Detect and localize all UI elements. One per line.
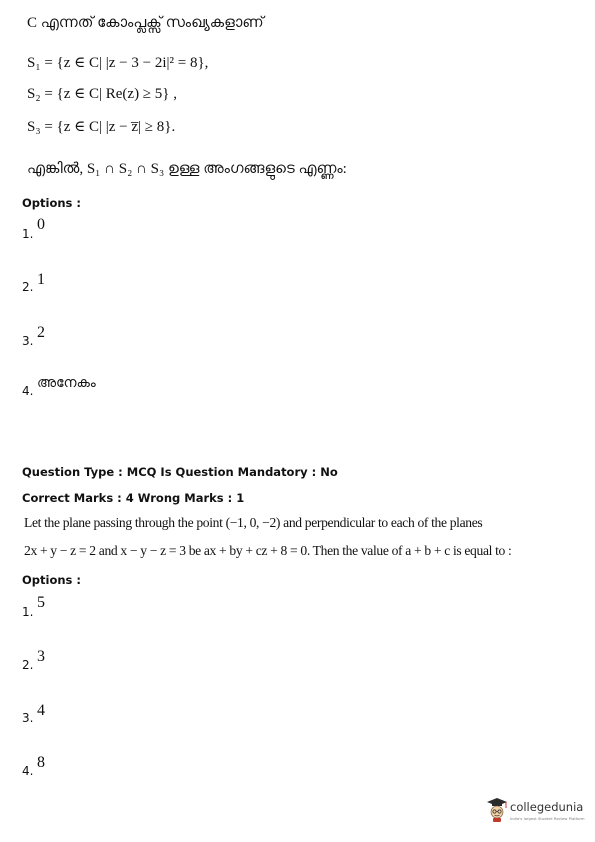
q1-option-3-number: 3.: [22, 334, 34, 348]
q2-option-3-value[interactable]: 4: [37, 702, 45, 719]
q2-option-1-value[interactable]: 5: [37, 594, 45, 611]
q1-option-4-value[interactable]: അനേകം: [37, 376, 96, 391]
q2-line-1: Let the plane passing through the point (−1, 0, −2) and perpendicular to each of the planes: [24, 515, 483, 530]
q2-line-2: 2x + y − z = 2 and x − y − z = 3 be ax + by + cz + 8 = 0. Then the value of a + b + c is equal to :: [24, 543, 512, 558]
q1-option-4-number: 4.: [22, 384, 34, 398]
q1-option-3-value[interactable]: 2: [37, 324, 45, 341]
collegedunia-logo: [486, 797, 586, 829]
q1-line-2: S₁ = {z ∈ C| |z − 3 − 2i|² = 8},: [27, 55, 209, 71]
q1-option-2-value[interactable]: 1: [37, 271, 45, 288]
q1-option-1-value[interactable]: 0: [37, 216, 45, 233]
q2-option-1-number: 1.: [22, 605, 34, 619]
graduate-mascot-icon: [486, 797, 508, 823]
q1-line-3: S₂ = {z ∈ C| Re(z) ≥ 5} ,: [27, 86, 177, 102]
q2-options-label: Options :: [22, 573, 81, 587]
q2-option-3-number: 3.: [22, 711, 34, 725]
q1-option-1-number: 1.: [22, 227, 34, 241]
brand-name: collegedunia: [510, 800, 584, 814]
q1-line-4: S₃ = {z ∈ C| |z − z̅| ≥ 8}.: [27, 119, 176, 135]
q1-line-5: എങ്കിൽ, S₁ ∩ S₂ ∩ S₃ ഉള്ള അംഗങ്ങളുടെ എണ്ണം:: [27, 161, 347, 177]
q2-option-4-value[interactable]: 8: [37, 754, 45, 771]
q1-option-2-number: 2.: [22, 280, 34, 294]
q2-marks: Correct Marks : 4 Wrong Marks : 1: [22, 491, 245, 505]
q1-options-label: Options :: [22, 196, 81, 210]
brand-tagline: India's largest Student Review Platform: [510, 817, 585, 821]
q2-option-2-value[interactable]: 3: [37, 648, 45, 665]
q2-question-type: Question Type : MCQ Is Question Mandatory : No: [22, 465, 338, 479]
q1-line-1: C എന്നത് കോംപ്ലക്സ് സംഖ്യകളാണ്: [27, 15, 264, 31]
q2-option-2-number: 2.: [22, 658, 34, 672]
q2-option-4-number: 4.: [22, 764, 34, 778]
